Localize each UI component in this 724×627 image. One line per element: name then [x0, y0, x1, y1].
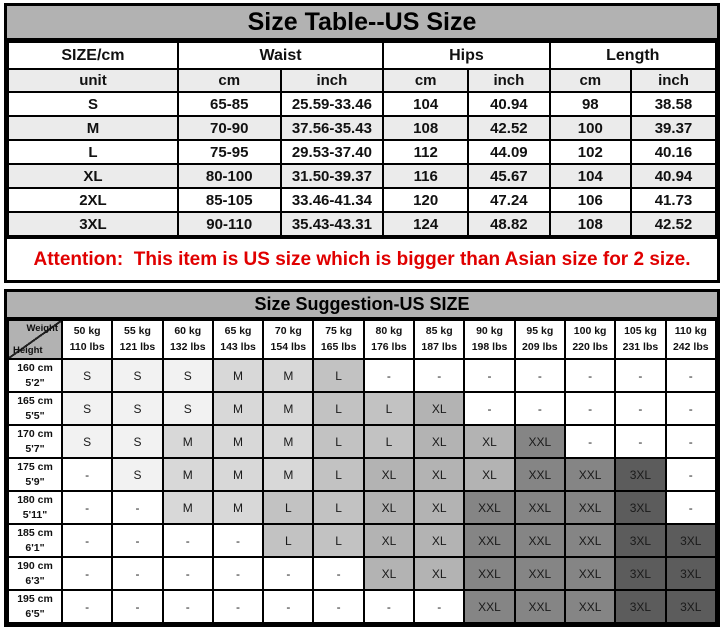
size-cell: 3XL: [615, 491, 665, 524]
size-cell-empty: -: [112, 557, 162, 590]
size-cell: S: [62, 425, 112, 458]
size-cell: 3XL: [615, 458, 665, 491]
measurement-value: 104: [550, 164, 631, 188]
size-cell-empty: -: [313, 590, 363, 623]
measurement-value: 33.46-41.34: [281, 188, 384, 212]
height-ft: 5'2": [25, 376, 45, 389]
size-cell-empty: -: [213, 524, 263, 557]
size-suggestion-title: Size Suggestion-US SIZE: [7, 292, 717, 319]
suggestion-row: [8, 458, 716, 491]
size-cell: M: [213, 359, 263, 392]
size-cell-empty: -: [213, 590, 263, 623]
weight-kg: 100 kg: [573, 325, 607, 338]
measurement-value: 39.37: [631, 116, 716, 140]
size-cell: XL: [464, 425, 514, 458]
weight-kg: 55 kg: [124, 325, 151, 338]
measurement-value: 112: [383, 140, 468, 164]
size-cell: 3XL: [615, 524, 665, 557]
size-cell-empty: -: [62, 491, 112, 524]
suggestion-row: [8, 524, 716, 557]
height-ft: 5'9": [25, 475, 45, 488]
measurement-value: 85-105: [178, 188, 281, 212]
size-cell: XXL: [565, 590, 615, 623]
height-ft: 6'1": [25, 541, 45, 554]
measurement-value: 44.09: [468, 140, 549, 164]
size-cell-empty: -: [62, 557, 112, 590]
size-cell: L: [364, 425, 414, 458]
unit-label: unit: [8, 69, 178, 92]
measurement-value: 41.73: [631, 188, 716, 212]
size-cell: M: [213, 458, 263, 491]
size-label: L: [8, 140, 178, 164]
size-cell: S: [112, 458, 162, 491]
size-cell: XXL: [464, 557, 514, 590]
weight-lbs: 132 lbs: [169, 340, 206, 353]
size-cell: XXL: [464, 491, 514, 524]
size-cell-empty: -: [666, 425, 716, 458]
measurement-value: 108: [550, 212, 631, 236]
size-cell: L: [313, 392, 363, 425]
measurement-value: 38.58: [631, 92, 716, 116]
weight-column-header: [464, 320, 514, 359]
size-cell: L: [313, 425, 363, 458]
measurement-value: 35.43-43.31: [281, 212, 384, 236]
height-ft: 6'3": [25, 574, 45, 587]
size-table-box: [4, 3, 720, 283]
size-cell: XXL: [515, 557, 565, 590]
size-row: [8, 212, 716, 236]
size-cell: XXL: [515, 524, 565, 557]
weight-column-header: [414, 320, 464, 359]
size-cell: S: [62, 392, 112, 425]
size-cell-empty: -: [163, 590, 213, 623]
size-cell-empty: -: [565, 359, 615, 392]
size-label: 2XL: [8, 188, 178, 212]
size-cell-empty: -: [213, 557, 263, 590]
size-cell-empty: -: [62, 524, 112, 557]
measurement-value: 116: [383, 164, 468, 188]
height-cm: 175 cm: [17, 460, 53, 473]
weight-kg: 105 kg: [624, 325, 657, 338]
measurement-value: 42.52: [468, 116, 549, 140]
size-cell-empty: -: [414, 590, 464, 623]
weight-lbs: 242 lbs: [672, 340, 709, 353]
size-cell-empty: -: [263, 590, 313, 623]
size-table: [7, 41, 717, 237]
column-header-waist: Waist: [178, 42, 383, 69]
weight-lbs: 154 lbs: [270, 340, 307, 353]
size-cell: S: [112, 392, 162, 425]
suggestion-row: [8, 425, 716, 458]
measurement-value: 104: [383, 92, 468, 116]
height-ft: 6'5": [25, 607, 45, 620]
size-cell: M: [263, 392, 313, 425]
height-cm: 170 cm: [17, 427, 53, 440]
measurement-value: 47.24: [468, 188, 549, 212]
size-cell-empty: -: [112, 590, 162, 623]
size-cell: 3XL: [666, 590, 716, 623]
weight-kg: 75 kg: [325, 325, 353, 338]
size-cell-empty: -: [112, 491, 162, 524]
weight-column-header: [263, 320, 313, 359]
size-cell: XL: [364, 557, 414, 590]
height-ft: 5'5": [25, 409, 45, 422]
measurement-value: 108: [383, 116, 468, 140]
measurement-value: 48.82: [468, 212, 549, 236]
size-cell: M: [213, 392, 263, 425]
height-ft: 5'11": [22, 508, 48, 521]
size-row: [8, 92, 716, 116]
weight-kg: 90 kg: [476, 325, 503, 338]
weight-column-header: [62, 320, 112, 359]
measurement-value: 31.50-39.37: [281, 164, 384, 188]
size-suggestion-table: [7, 319, 717, 624]
measurement-value: 102: [550, 140, 631, 164]
measurement-value: 124: [383, 212, 468, 236]
size-cell: L: [313, 359, 363, 392]
size-table-body: [8, 92, 716, 236]
weight-kg: 50 kg: [73, 325, 101, 338]
size-cell-empty: -: [666, 392, 716, 425]
weight-column-header: [213, 320, 263, 359]
size-cell: M: [163, 425, 213, 458]
weight-column-header: [112, 320, 162, 359]
size-table-unit-row: [8, 69, 716, 92]
height-row-header: [8, 458, 62, 491]
height-cm: 185 cm: [17, 526, 53, 539]
size-cell: XL: [414, 392, 464, 425]
size-cell: M: [163, 491, 213, 524]
weight-column-header: [515, 320, 565, 359]
size-cell: L: [263, 524, 313, 557]
measurement-value: 70-90: [178, 116, 281, 140]
attention-note: Attention: This item is US size which is bigger than Asian size for 2 size.: [7, 237, 717, 280]
weight-column-header: [163, 320, 213, 359]
weight-kg: 65 kg: [224, 325, 252, 338]
unit-label: cm: [383, 69, 468, 92]
size-cell-empty: -: [364, 359, 414, 392]
size-cell: S: [163, 392, 213, 425]
suggestion-row: [8, 590, 716, 623]
height-row-header: [8, 590, 62, 623]
size-cell: XXL: [565, 557, 615, 590]
size-cell-empty: -: [112, 524, 162, 557]
column-header-hips: Hips: [383, 42, 549, 69]
weight-lbs: 110 lbs: [69, 340, 105, 353]
weight-column-header: [615, 320, 665, 359]
measurement-value: 90-110: [178, 212, 281, 236]
size-cell: XXL: [565, 491, 615, 524]
height-row-header: [8, 359, 62, 392]
height-row-header: [8, 524, 62, 557]
weight-kg: 60 kg: [174, 325, 202, 338]
size-cell-empty: -: [666, 359, 716, 392]
size-cell: 3XL: [666, 557, 716, 590]
size-cell: L: [313, 491, 363, 524]
unit-label: inch: [281, 69, 384, 92]
size-cell: XL: [414, 491, 464, 524]
size-cell: XL: [364, 458, 414, 491]
weight-lbs: 231 lbs: [622, 340, 659, 353]
size-cell: M: [263, 458, 313, 491]
weight-kg: 95 kg: [526, 325, 554, 338]
column-header-length: Length: [550, 42, 716, 69]
weight-kg: 110 kg: [674, 325, 707, 338]
size-cell: XXL: [464, 524, 514, 557]
corner-height-label: Height: [13, 345, 43, 356]
size-cell: XXL: [515, 491, 565, 524]
size-cell: M: [213, 491, 263, 524]
size-cell-empty: -: [565, 392, 615, 425]
weight-lbs: 209 lbs: [522, 340, 558, 353]
weight-lbs: 165 lbs: [320, 340, 357, 353]
size-cell: M: [263, 425, 313, 458]
suggestion-row: [8, 557, 716, 590]
measurement-value: 25.59-33.46: [281, 92, 384, 116]
size-table-title: Size Table--US Size: [7, 6, 717, 41]
weight-column-header: [313, 320, 363, 359]
size-suggestion-box: [4, 289, 720, 627]
height-cm: 180 cm: [17, 493, 53, 506]
suggestion-header-row: [8, 320, 716, 359]
size-cell-empty: -: [464, 359, 514, 392]
size-cell-empty: -: [615, 392, 665, 425]
size-cell-empty: -: [565, 425, 615, 458]
weight-height-corner-cell: [8, 320, 62, 359]
size-cell-empty: -: [515, 359, 565, 392]
size-cell: XXL: [565, 458, 615, 491]
size-cell: XXL: [515, 458, 565, 491]
suggestion-row: [8, 359, 716, 392]
size-row: [8, 164, 716, 188]
size-cell: S: [163, 359, 213, 392]
weight-column-header: [666, 320, 716, 359]
weight-column-header: [565, 320, 615, 359]
measurement-value: 65-85: [178, 92, 281, 116]
size-cell: M: [263, 359, 313, 392]
weight-lbs: 143 lbs: [220, 340, 256, 353]
size-cell-empty: -: [364, 590, 414, 623]
size-row: [8, 116, 716, 140]
size-cell: S: [62, 359, 112, 392]
size-cell-empty: -: [615, 425, 665, 458]
height-cm: 165 cm: [17, 394, 53, 407]
unit-label: inch: [631, 69, 716, 92]
weight-column-header: [364, 320, 414, 359]
measurement-value: 37.56-35.43: [281, 116, 384, 140]
height-row-header: [8, 392, 62, 425]
column-header-size: SIZE/cm: [8, 42, 178, 69]
size-cell: XL: [464, 458, 514, 491]
height-row-header: [8, 557, 62, 590]
height-cm: 160 cm: [17, 361, 53, 374]
measurement-value: 98: [550, 92, 631, 116]
measurement-value: 40.16: [631, 140, 716, 164]
size-cell-empty: -: [666, 458, 716, 491]
weight-kg: 80 kg: [375, 325, 403, 338]
weight-kg: 85 kg: [425, 325, 453, 338]
size-cell: XXL: [515, 590, 565, 623]
height-ft: 5'7": [25, 442, 45, 455]
weight-lbs: 198 lbs: [471, 340, 508, 353]
height-row-header: [8, 425, 62, 458]
size-label: S: [8, 92, 178, 116]
suggestion-table-body: [8, 359, 716, 623]
size-cell-empty: -: [313, 557, 363, 590]
corner-weight-label: Weight: [26, 323, 58, 334]
measurement-value: 75-95: [178, 140, 281, 164]
size-cell: L: [263, 491, 313, 524]
height-row-header: [8, 491, 62, 524]
measurement-value: 40.94: [468, 92, 549, 116]
suggestion-row: [8, 491, 716, 524]
size-cell: 3XL: [666, 524, 716, 557]
measurement-value: 29.53-37.40: [281, 140, 384, 164]
size-cell: XXL: [464, 590, 514, 623]
weight-lbs: 176 lbs: [371, 340, 407, 353]
unit-label: cm: [550, 69, 631, 92]
size-cell: 3XL: [615, 557, 665, 590]
measurement-value: 42.52: [631, 212, 716, 236]
size-cell: S: [112, 359, 162, 392]
measurement-value: 45.67: [468, 164, 549, 188]
size-cell: S: [112, 425, 162, 458]
size-cell: XL: [414, 425, 464, 458]
size-cell: M: [163, 458, 213, 491]
unit-label: cm: [178, 69, 281, 92]
height-cm: 190 cm: [17, 559, 53, 572]
measurement-value: 80-100: [178, 164, 281, 188]
size-cell: L: [313, 458, 363, 491]
size-cell-empty: -: [615, 359, 665, 392]
size-cell: M: [213, 425, 263, 458]
size-row: [8, 140, 716, 164]
size-cell-empty: -: [666, 491, 716, 524]
size-label: 3XL: [8, 212, 178, 236]
height-cm: 195 cm: [17, 592, 53, 605]
size-cell: XL: [414, 524, 464, 557]
measurement-value: 120: [383, 188, 468, 212]
size-cell-empty: -: [263, 557, 313, 590]
size-row: [8, 188, 716, 212]
size-cell: XL: [364, 491, 414, 524]
suggestion-row: [8, 392, 716, 425]
size-label: M: [8, 116, 178, 140]
size-cell: XXL: [565, 524, 615, 557]
size-table-group-header: [8, 42, 716, 69]
size-cell: XXL: [515, 425, 565, 458]
size-cell: XL: [364, 524, 414, 557]
size-cell-empty: -: [515, 392, 565, 425]
weight-lbs: 187 lbs: [421, 340, 458, 353]
size-cell-empty: -: [62, 458, 112, 491]
size-cell-empty: -: [414, 359, 464, 392]
size-cell-empty: -: [62, 590, 112, 623]
size-cell: L: [313, 524, 363, 557]
measurement-value: 106: [550, 188, 631, 212]
size-cell-empty: -: [163, 557, 213, 590]
measurement-value: 40.94: [631, 164, 716, 188]
size-label: XL: [8, 164, 178, 188]
size-cell: XL: [414, 458, 464, 491]
unit-label: inch: [468, 69, 549, 92]
weight-lbs: 121 lbs: [119, 340, 156, 353]
measurement-value: 100: [550, 116, 631, 140]
size-cell: XL: [414, 557, 464, 590]
weight-lbs: 220 lbs: [572, 340, 608, 353]
size-cell-empty: -: [163, 524, 213, 557]
size-cell: L: [364, 392, 414, 425]
size-cell-empty: -: [464, 392, 514, 425]
size-cell: 3XL: [615, 590, 665, 623]
weight-kg: 70 kg: [274, 325, 302, 338]
